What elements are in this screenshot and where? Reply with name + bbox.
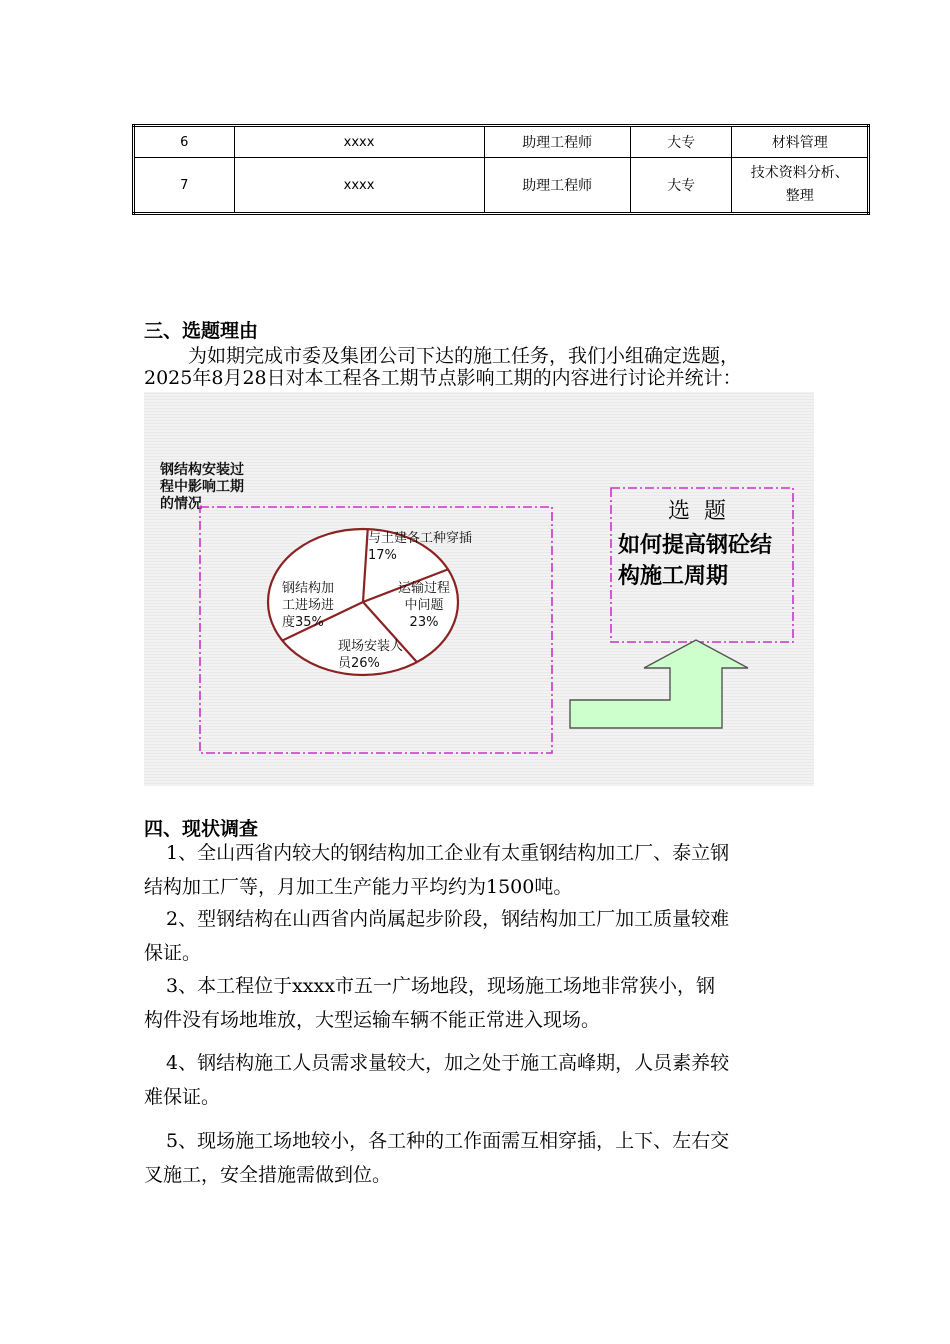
figure-caption-line: 程中影响工期 [160,479,244,495]
pie-label-value: 17% [368,548,397,563]
item-line: 结构加工厂等，月加工生产能力平均约为1500吨。 [144,876,573,898]
cell-no: 7 [134,158,235,214]
pie-label-slice-2 [398,580,450,631]
cell-title: 助理工程师 [484,158,630,214]
topic-body [618,530,772,592]
pie-label-text: 运输过程 [398,581,451,596]
section4-item-5 [144,1124,844,1192]
section3-heading: 三、选题理由 [144,320,259,342]
pie-label-text: 现场安装人 [338,639,404,654]
cell-education: 大专 [630,158,732,214]
pie-label-slice-4 [282,580,334,631]
item-line: 2、型钢结构在山西省内尚属起步阶段，钢结构加工厂加工质量较难 [166,908,730,930]
cell-duty: 材料管理 [732,126,869,158]
pie-label-value: 23% [409,615,439,630]
figure-caption-line: 钢结构安装过 [160,462,244,478]
cell-duty-line1: 技术资料分析、 [750,165,849,181]
pie-label-value: 员26% [338,656,380,671]
table-row [134,126,869,158]
section4-item-2 [144,902,844,970]
section4-item-4 [144,1046,844,1114]
topic-title: 选题 [668,499,741,524]
cell-no: 6 [134,126,235,158]
section3-para-line1: 为如期完成市委及集团公司下达的施工任务，我们小组确定选题， [188,345,740,367]
item-line: 构件没有场地堆放，大型运输车辆不能正常进入现场。 [144,1009,601,1031]
item-line: 3、本工程位于xxxx市五一广场地段，现场施工场地非常狭小，钢 [166,975,715,997]
table-row [134,158,869,214]
pie-label-value: 度35% [282,615,324,630]
item-line: 5、现场施工场地较小，各工种的工作面需互相穿插，上下、左右交 [166,1130,730,1152]
cell-duty-line2: 整理 [785,188,814,204]
section4-item-1 [144,836,844,904]
item-line: 难保证。 [144,1086,221,1108]
section4-heading: 四、现状调查 [144,818,259,840]
pie-label-text: 钢结构加 [282,581,335,596]
topic-body-line: 构施工周期 [618,564,729,589]
staff-table [132,124,870,215]
topic-body-line: 如何提高钢砼结 [618,533,773,558]
pie-label-text: 与土建各工种穿插 [368,531,473,546]
item-line: 1、全山西省内较大的钢结构加工企业有太重钢结构加工厂、泰立钢 [166,842,730,864]
section4-item-3 [144,969,844,1037]
cell-education: 大专 [630,126,732,158]
pie-label-slice-1 [368,530,472,564]
cell-name: xxxx [234,158,484,214]
cell-duty [732,158,869,214]
item-line: 叉施工，安全措施需做到位。 [144,1164,392,1186]
cell-title: 助理工程师 [484,126,630,158]
pie-label-slice-3 [338,638,403,672]
pie-label-text: 中问题 [404,598,444,613]
item-line: 4、钢结构施工人员需求量较大，加之处于施工高峰期，人员素养较 [166,1052,730,1074]
cell-name: xxxx [234,126,484,158]
section3-para-line2: 2025年8月28日对本工程各工期节点影响工期的内容进行讨论并统计： [144,367,742,389]
figure-caption-line: 的情况 [160,496,202,512]
item-line: 保证。 [144,942,202,964]
arrow-shape [570,640,748,728]
pie-label-text: 工进场进 [282,598,335,613]
